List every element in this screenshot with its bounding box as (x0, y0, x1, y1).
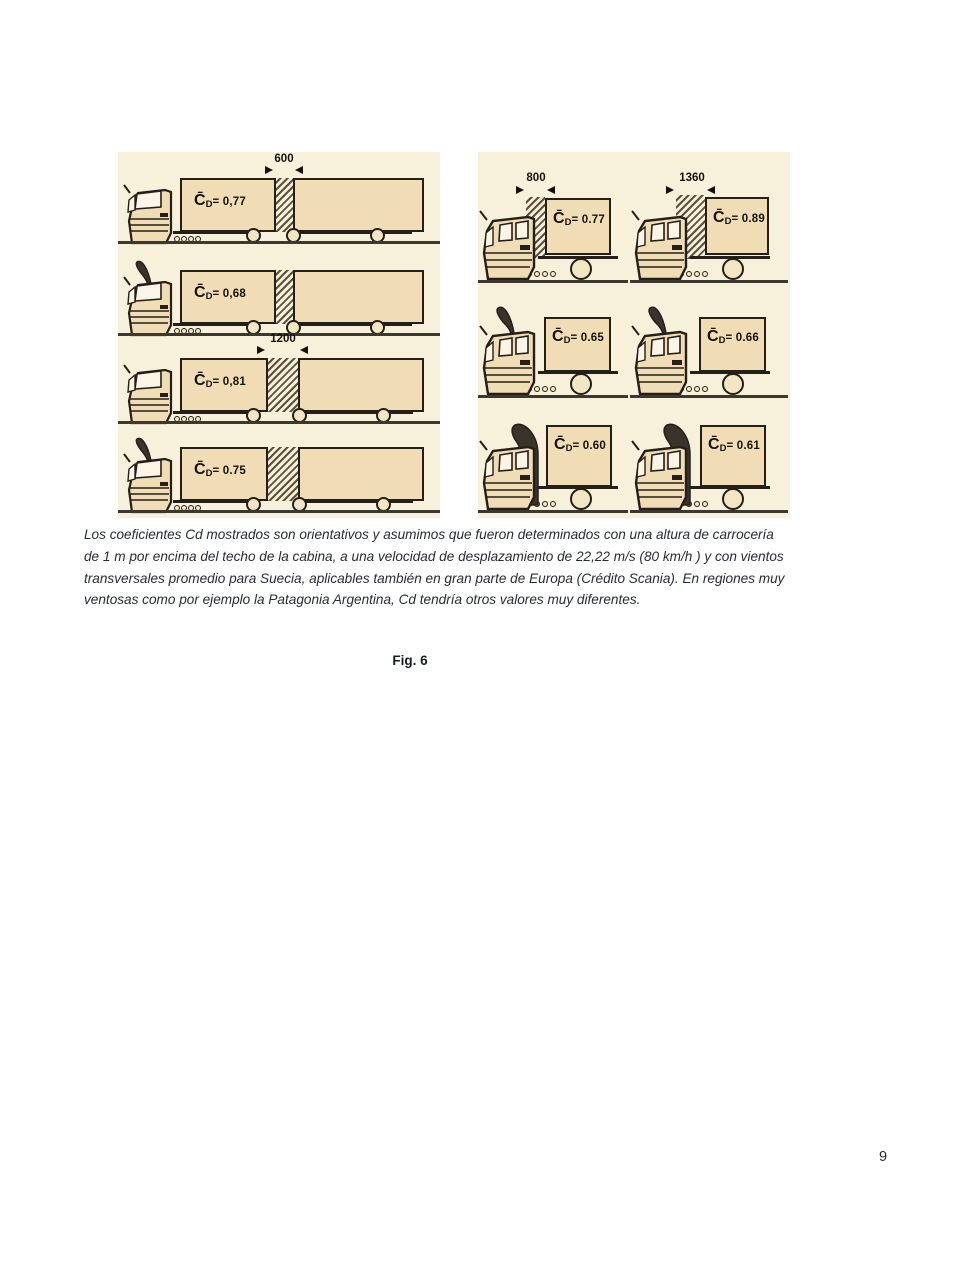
dimension-arrow-icon (295, 166, 303, 174)
chassis-line (300, 323, 412, 326)
rigid-truck-cell (478, 280, 628, 398)
cd-subscript: D (205, 379, 213, 390)
cd-value: = 0.89 (731, 213, 765, 225)
truck-cab-deflector-icon (123, 432, 183, 514)
tiny-wheel (542, 386, 548, 392)
cd-symbol: C̄ (553, 210, 565, 227)
cd-value: = 0,68 (212, 288, 246, 300)
truck-cab-deflector-icon (478, 298, 540, 396)
figure-panel-left (118, 152, 440, 518)
chassis-line (173, 500, 251, 503)
truck-box-body (699, 317, 766, 372)
tiny-wheel (542, 271, 548, 277)
cd-label (553, 210, 605, 228)
tiny-wheel (702, 501, 708, 507)
tiny-wheel (702, 271, 708, 277)
cd-label (554, 436, 606, 454)
chassis-line (173, 323, 251, 326)
trailer-box-body (298, 358, 424, 412)
cd-subscript: D (205, 199, 213, 210)
wheel (722, 373, 744, 395)
cd-subscript: D (718, 335, 726, 346)
truck-cab-deflector-icon (123, 255, 183, 337)
chassis-line (173, 411, 251, 414)
cd-label (552, 328, 604, 346)
cd-symbol: C̄ (194, 372, 206, 389)
truck-trailer-row-4 (118, 421, 440, 513)
tiny-wheel (550, 386, 556, 392)
gap-hatch (268, 358, 298, 412)
wheel (570, 258, 592, 280)
gap-hatch (275, 270, 293, 324)
cd-value: = 0.60 (572, 440, 606, 452)
tiny-wheel (550, 271, 556, 277)
cd-value: = 0.77 (571, 214, 605, 226)
truck-cab-fairing-icon (478, 413, 540, 511)
tiny-wheel (694, 386, 700, 392)
cd-value: = 0.75 (212, 465, 246, 477)
truck-box-body (180, 358, 268, 412)
rigid-truck-cell (630, 280, 788, 398)
cd-symbol: C̄ (552, 328, 564, 345)
truck-trailer-row-2 (118, 244, 440, 336)
cd-symbol: C̄ (707, 328, 719, 345)
cd-subscript: D (564, 217, 572, 228)
chassis-line (305, 500, 413, 503)
gap-hatch (268, 447, 298, 501)
cd-symbol: C̄ (713, 209, 725, 226)
cd-label (194, 192, 246, 210)
tiny-wheel (542, 501, 548, 507)
tiny-wheel (694, 501, 700, 507)
wheel (570, 373, 592, 395)
trailer-box-body (298, 447, 424, 501)
truck-box-body (705, 197, 769, 255)
body-paragraph (84, 524, 884, 611)
figure-panel-right (478, 152, 790, 518)
truck-box-body (546, 425, 612, 487)
truck-trailer-row-3 (118, 332, 440, 424)
dimension-arrow-icon (300, 346, 308, 354)
trailer-box-body (293, 270, 424, 324)
truck-box-body (180, 178, 276, 232)
cd-subscript: D (565, 443, 573, 454)
truck-box-body (180, 270, 276, 324)
truck-trailer-row-1 (118, 152, 440, 244)
cd-label (194, 284, 246, 302)
cd-subscript: D (563, 335, 571, 346)
truck-cab-fairing-icon (630, 413, 692, 511)
ground-line (118, 510, 440, 513)
cd-symbol: C̄ (194, 284, 206, 301)
cd-symbol: C̄ (194, 192, 206, 209)
cd-value: = 0,81 (212, 376, 246, 388)
dimension-arrow-icon (265, 166, 273, 174)
dimension-arrow-icon (707, 186, 715, 194)
paragraph-line: Los coeficientes Cd mostrados son orientativos y asumimos que fueron determinados con una altura de carrocería (84, 527, 774, 542)
cd-label (713, 209, 765, 227)
wheel (722, 258, 744, 280)
tiny-wheel (702, 386, 708, 392)
truck-cab-icon (123, 343, 183, 425)
cd-symbol: C̄ (554, 436, 566, 453)
tiny-wheel (694, 271, 700, 277)
wheel (722, 488, 744, 510)
chassis-line (173, 231, 251, 234)
page-number: 9 (878, 1149, 888, 1165)
gap-dimension-label: 600 (274, 153, 294, 165)
cd-symbol: C̄ (708, 436, 720, 453)
ground-line (478, 510, 628, 513)
chassis-line (305, 411, 413, 414)
truck-cab-icon (123, 163, 183, 245)
cd-value: = 0.65 (570, 332, 604, 344)
gap-hatch (275, 178, 293, 232)
chassis-line (300, 231, 412, 234)
dimension-arrow-icon (547, 186, 555, 194)
gap-dimension-label: 1200 (270, 333, 296, 345)
trailer-box-body (293, 178, 424, 232)
rigid-truck-cell (478, 165, 628, 283)
cd-subscript: D (719, 443, 727, 454)
cd-label (194, 372, 246, 390)
wheel (570, 488, 592, 510)
cd-value: = 0.66 (725, 332, 759, 344)
paragraph-line: ventosas como por ejemplo la Patagonia Argentina, Cd tendría otros valores muy diferentes. (84, 592, 641, 608)
gap-dimension-label: 800 (526, 172, 546, 184)
rigid-truck-cell (478, 395, 628, 513)
cd-subscript: D (205, 291, 213, 302)
cd-symbol: C̄ (194, 461, 206, 478)
truck-box-body (700, 425, 766, 487)
gap-dimension-label: 1360 (679, 172, 705, 184)
tiny-wheel (550, 501, 556, 507)
paragraph-line: de 1 m por encima del techo de la cabina, a una velocidad de desplazamiento de 22,22 m/s (80 km/h ) y con vientos (84, 548, 784, 564)
cd-value: = 0,77 (212, 196, 246, 208)
cd-label (708, 436, 760, 454)
ground-line (630, 510, 788, 513)
truck-box-body (545, 198, 611, 255)
cd-label (707, 328, 759, 346)
figure-caption: Fig. 6 (392, 653, 428, 668)
rigid-truck-cell (630, 165, 788, 283)
truck-cab-deflector-icon (630, 298, 692, 396)
cd-value: = 0.61 (726, 440, 760, 452)
paragraph-line: transversales promedio para Suecia, aplicables también en gran parte de Europa (Crédito Scania). En regiones muy (84, 570, 785, 586)
truck-box-body (544, 317, 611, 372)
truck-box-body (180, 447, 268, 501)
cd-subscript: D (724, 216, 732, 227)
rigid-truck-cell (630, 395, 788, 513)
cd-label (194, 461, 246, 479)
truck-cab-icon (630, 183, 692, 281)
dimension-arrow-icon (257, 346, 265, 354)
cd-subscript: D (205, 468, 213, 479)
truck-cab-icon (478, 183, 540, 281)
